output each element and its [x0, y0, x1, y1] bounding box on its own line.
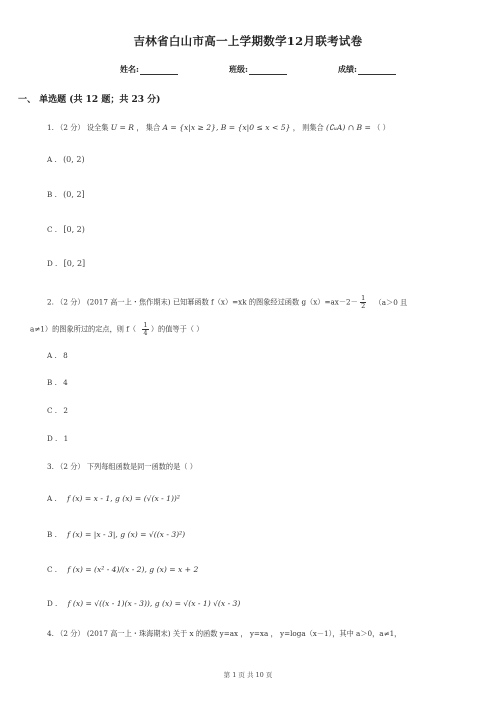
q2-line2-b: ）的值等于（ ） — [150, 324, 204, 334]
option-letter: C . — [47, 225, 58, 234]
q1-option-b — [47, 190, 85, 199]
q3-option-b — [47, 530, 185, 539]
option-letter: A . — [47, 494, 57, 503]
option-letter: D . — [47, 434, 58, 443]
score-label: 成绩: — [338, 64, 357, 74]
q1-universal-set: U = R — [110, 123, 135, 132]
q2-option-a — [47, 351, 68, 360]
q1-stem-c: ， 则集合 — [292, 123, 324, 132]
q1-stem — [47, 123, 390, 133]
q1-option-a — [47, 155, 85, 164]
q2-line2-a: a≠1）的图象所过的定点，则 f（ — [30, 324, 137, 334]
q4-stem: 4. （2 分） (2017 高一上・珠海期末) 关于 x 的函数 y=ax ， y=xa ， y=loga（x－1），其中 a＞0，a≠1， — [47, 629, 402, 638]
exam-title: 吉林省白山市高一上学期数学12月联考试卷 — [133, 34, 363, 48]
page-footer: 第 1 页 共 10 页 — [223, 671, 273, 679]
option-letter: D . — [47, 599, 58, 608]
option-text: 2 — [63, 406, 68, 415]
q1-option-c — [47, 225, 85, 234]
option-letter: B . — [47, 530, 57, 539]
class-blank — [249, 66, 287, 75]
q2-fraction-half — [360, 295, 366, 310]
q1-option-d — [47, 259, 85, 268]
option-letter: C . — [47, 565, 58, 574]
q1-stem-a: 1. （2 分） 设全集 — [47, 123, 109, 132]
option-letter: B . — [47, 378, 57, 387]
option-text: 4 — [63, 378, 68, 387]
fraction-denominator: 2 — [361, 302, 366, 310]
q3-option-d — [47, 599, 240, 608]
score-field — [338, 64, 396, 75]
fraction-numerator: 1 — [143, 321, 148, 329]
option-letter: A . — [47, 155, 57, 164]
q1-expression: (∁ᵤA) ∩ B = — [326, 123, 371, 132]
q2-option-b — [47, 378, 68, 387]
q2-option-c — [47, 406, 68, 415]
q1-sets: A = {x|x ≥ 2}, B = {x|0 ≤ x < 5} — [162, 123, 291, 132]
option-letter: D . — [47, 259, 58, 268]
score-blank — [358, 66, 396, 75]
q2-option-d — [47, 434, 68, 443]
q2-stem-line2 — [30, 322, 203, 337]
class-label: 班级: — [229, 64, 248, 74]
q1-stem-d: （ ） — [373, 123, 390, 132]
option-text: 8 — [63, 351, 68, 360]
option-math: f (x) = |x - 3|, g (x) = √((x - 3)²) — [67, 530, 186, 539]
q2-stem-line1 — [47, 295, 407, 310]
option-math: (0, 2] — [63, 190, 85, 199]
option-math: (0, 2) — [63, 155, 85, 164]
option-math: [0, 2] — [63, 259, 86, 268]
option-math: f (x) = x - 1, g (x) = (√(x - 1))² — [67, 494, 180, 503]
q2-line1-end: （a＞0 且 — [374, 297, 408, 307]
option-text: 1 — [63, 434, 69, 443]
name-field — [120, 64, 178, 75]
q2-fraction-quarter — [142, 322, 148, 337]
q2-line1-text: 2. （2 分） (2017 高一上・焦作期末) 已知幂函数 f（x）=xk 的图象经过函数 g（x）=ax－2－ — [47, 297, 358, 307]
option-math: f (x) = (x² - 4)/(x - 2), g (x) = x + 2 — [67, 565, 199, 574]
option-letter: B . — [47, 190, 57, 199]
class-field — [229, 64, 287, 75]
option-letter: A . — [47, 351, 57, 360]
q3-option-a — [47, 494, 180, 503]
name-blank — [140, 66, 178, 75]
fraction-denominator: 4 — [143, 329, 148, 337]
fraction-numerator: 1 — [361, 294, 366, 302]
name-label: 姓名: — [120, 64, 139, 74]
q1-stem-b: ， 集合 — [136, 123, 161, 132]
option-letter: C . — [47, 406, 58, 415]
option-math: [0, 2) — [63, 225, 85, 234]
q3-stem: 3. （2 分） 下列每组函数是同一函数的是（ ） — [47, 462, 197, 471]
section-heading: 一、 单选题 (共 12 题；共 23 分) — [18, 95, 161, 105]
option-math: f (x) = √((x - 1)(x - 3)), g (x) = √(x - 1) √(x - 3) — [67, 599, 241, 608]
q3-option-c — [47, 565, 198, 574]
